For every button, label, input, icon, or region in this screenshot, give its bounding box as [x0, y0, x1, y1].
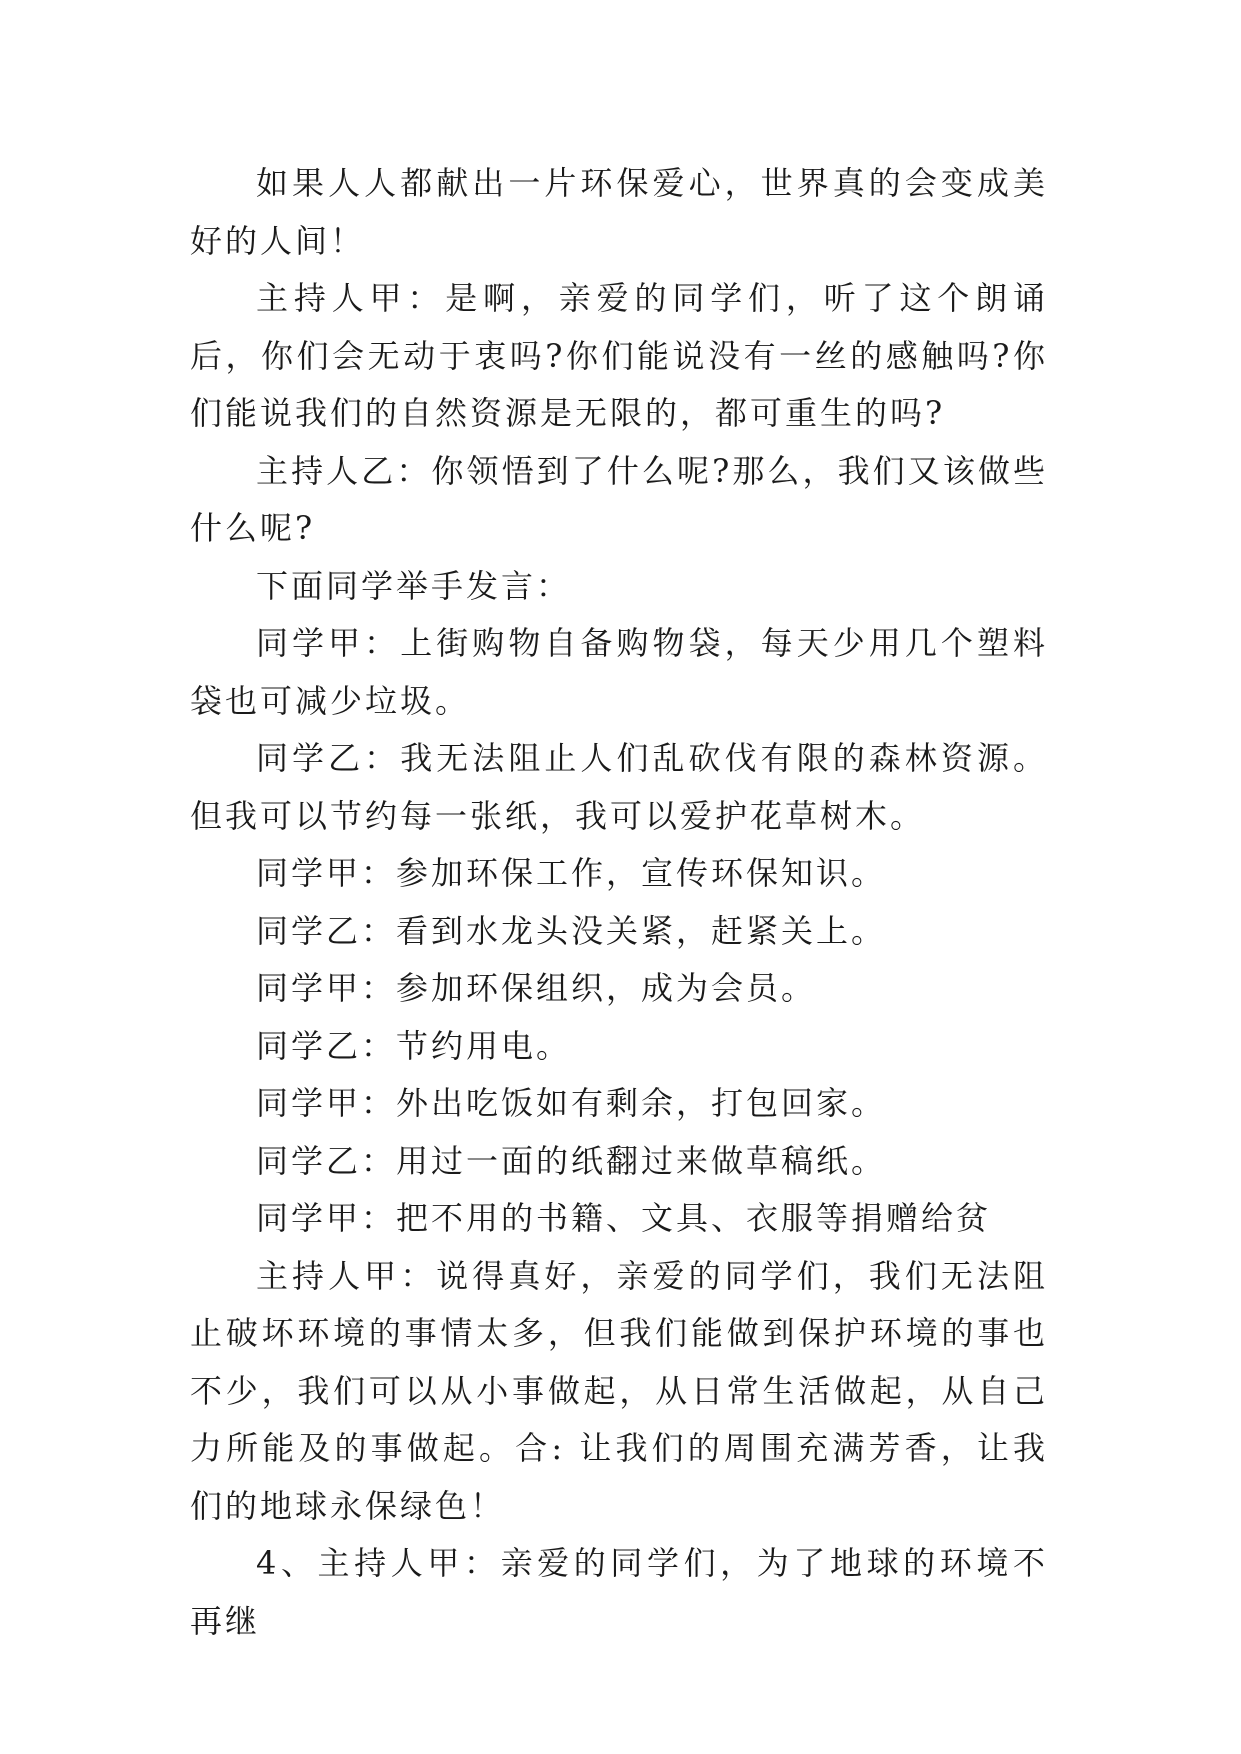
paragraph: 同学甲：参加环保工作，宣传环保知识。 [256, 854, 887, 892]
paragraph: 同学甲：把不用的书籍、文具、衣服等捐赠给贫 [256, 1199, 992, 1237]
paragraph: 同学甲：上街购物自备购物袋，每天少用几个塑料袋也可减少垃圾。 [190, 624, 1048, 720]
paragraph: 如果人人都献出一片环保爱心，世界真的会变成美好的人间！ [190, 164, 1048, 260]
paragraph: 同学乙：用过一面的纸翻过来做草稿纸。 [256, 1141, 887, 1180]
paragraph: 4、主持人甲：亲爱的同学们，为了地球的环境不再继 [190, 1544, 1048, 1640]
document-body [190, 155, 1048, 1650]
paragraph: 同学乙：看到水龙头没关紧，赶紧关上。 [256, 911, 887, 950]
paragraph: 下面同学举手发言： [256, 566, 572, 605]
paragraph: 主持人乙：你领悟到了什么呢?那么，我们又该做些什么呢? [190, 451, 1048, 547]
paragraph: 主持人甲：说得真好，亲爱的同学们，我们无法阻止破坏环境的事情太多，但我们能做到保护环境的事也不少，我们可以从小事做起，从日常生活做起，从自己力所能及的事做起。合: 让我们的周围充满芳香，让我们的地球永保绿色！ [190, 1256, 1048, 1525]
paragraph: 主持人甲：是啊，亲爱的同学们，听了这个朗诵后，你们会无动于衷吗?你们能说没有一丝的感触吗?你们能说我们的自然资源是无限的，都可重生的吗? [190, 279, 1048, 432]
paragraph: 同学乙：我无法阻止人们乱砍伐有限的森林资源。但我可以节约每一张纸，我可以爱护花草树木。 [190, 739, 1048, 835]
paragraph: 同学乙：节约用电。 [256, 1026, 572, 1065]
paragraph: 同学甲：参加环保组织，成为会员。 [256, 969, 817, 1007]
paragraph: 同学甲：外出吃饭如有剩余，打包回家。 [256, 1084, 887, 1122]
